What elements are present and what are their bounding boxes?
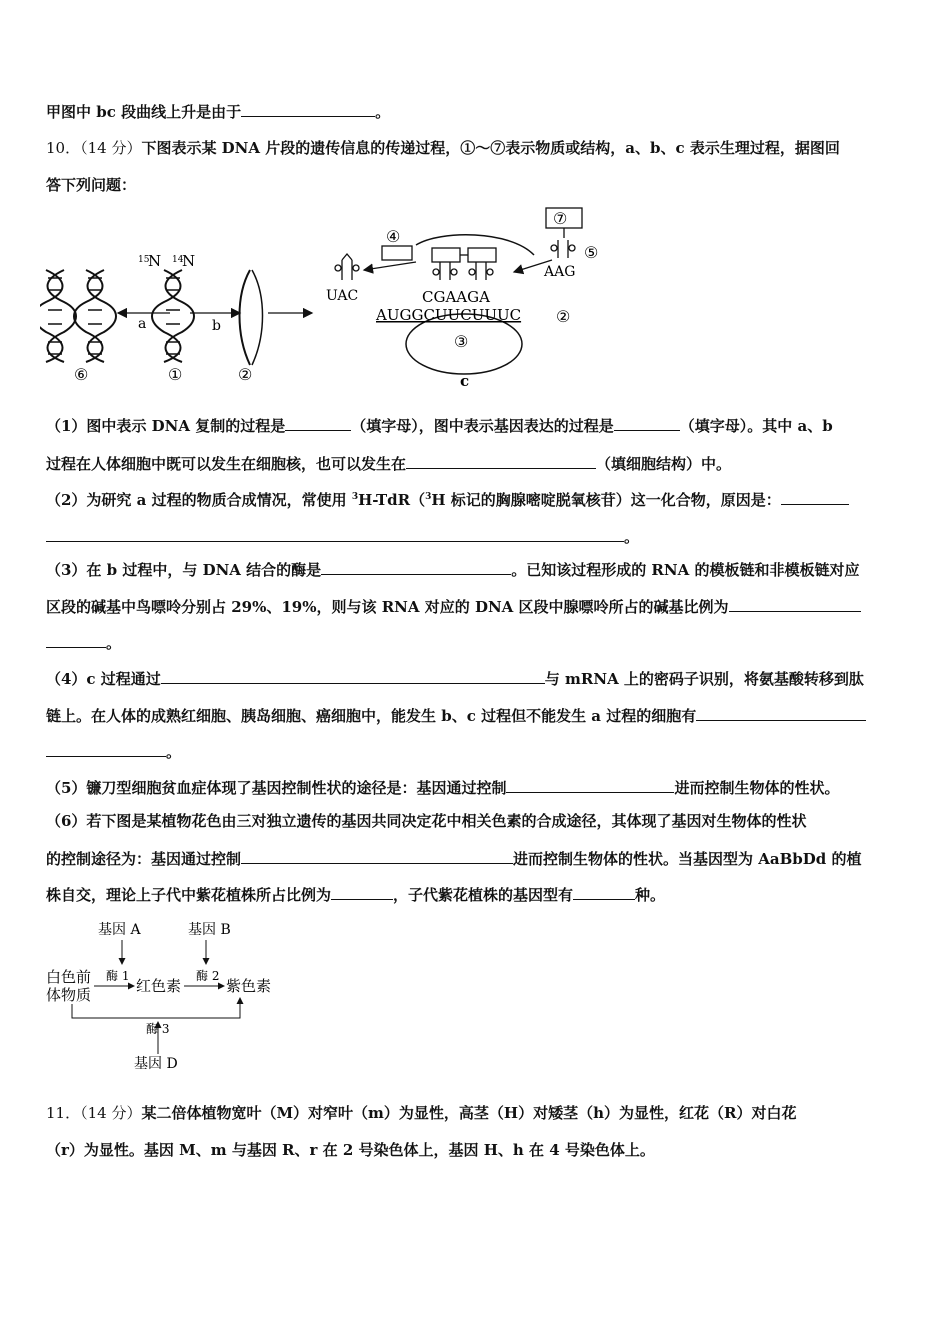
enzyme-1-label: 酶 1 bbox=[106, 969, 130, 983]
anticodon-uac: UAC bbox=[326, 288, 359, 304]
label-circle-7: ⑦ bbox=[553, 209, 568, 228]
answer-blank[interactable] bbox=[506, 778, 674, 793]
ribosome-large-subunit bbox=[416, 235, 534, 255]
q10-part3-end: 。 bbox=[46, 633, 906, 653]
dna-helix-6b bbox=[74, 270, 116, 362]
anticodon-sequence: CGAAGA bbox=[422, 288, 490, 306]
white-precursor-line2: 体物质 bbox=[46, 986, 92, 1004]
arrow-trna-out bbox=[364, 262, 416, 270]
answer-blank[interactable] bbox=[321, 560, 511, 575]
trna-incoming bbox=[551, 228, 575, 258]
answer-blank[interactable] bbox=[573, 885, 635, 900]
q10-part4: （4）c 过程通过 与 mRNA 上的密码子识别，将氨基酸转移到肽 bbox=[46, 670, 864, 688]
anticodon-aag: AAG bbox=[544, 264, 576, 280]
answer-blank[interactable] bbox=[781, 490, 849, 505]
white-precursor-line1: 白色前 bbox=[46, 968, 92, 986]
enzyme-2-label: 酶 2 bbox=[196, 969, 220, 983]
gene-a-label: 基因 A bbox=[98, 922, 141, 938]
q11-stem: 11．（14 分）某二倍体植物宽叶（M）对窄叶（m）为显性，高茎（H）对矮茎（h）为显性，红花（R）对白花 bbox=[46, 1104, 797, 1122]
label-b: b bbox=[212, 318, 221, 334]
arrow-enzyme-3-bypass bbox=[72, 998, 240, 1018]
q10-part5: （5）镰刀型细胞贫血症体现了基因控制性状的途径是：基因通过控制 进而控制生物体的性状。 bbox=[46, 779, 840, 797]
trna-leaving bbox=[335, 254, 359, 280]
isotope-15: 15 bbox=[138, 255, 150, 265]
answer-blank[interactable] bbox=[241, 849, 513, 864]
q10-part3-cont: 区段的碱基中鸟嘌呤分别占 29%、19%，则与该 RNA 对应的 DNA 区段中腺嘌呤所占的碱基比例为 bbox=[46, 597, 906, 617]
q10-part4-end: 。 bbox=[46, 742, 906, 762]
label-circle-5: ⑤ bbox=[584, 243, 599, 262]
q10-part2: （2）为研究 a 过程的物质合成情况，常使用 $^3$H-TdR（$^3$H 标记的胸腺嘧啶脱氧核苷）这一化合物，原因是： bbox=[46, 490, 906, 510]
answer-blank[interactable] bbox=[696, 706, 866, 721]
answer-blank[interactable] bbox=[285, 416, 351, 431]
q10-part4-cont: 链上。在人体的成熟红细胞、胰岛细胞、癌细胞中，能发生 b、c 过程但不能发生 a 过程的细胞有 bbox=[46, 706, 906, 726]
gene-d-label: 基因 D bbox=[134, 1056, 178, 1072]
nitrogen-label-15: N bbox=[148, 252, 162, 270]
answer-blank[interactable] bbox=[406, 454, 596, 469]
peptide-chain bbox=[382, 246, 412, 260]
answer-blank[interactable] bbox=[614, 416, 680, 431]
dna-transfer-figure bbox=[40, 200, 620, 395]
gene-b-label: 基因 B bbox=[188, 922, 231, 938]
isotope-14: 14 bbox=[172, 255, 184, 265]
q10-part2-cont: 。 bbox=[46, 527, 906, 547]
answer-blank[interactable] bbox=[46, 742, 166, 757]
q10-part1: （1）图中表示 DNA 复制的过程是 （填字母），图中表示基因表达的过程是 （填字母）。其中 a、b bbox=[46, 417, 833, 435]
label-circle-3: ③ bbox=[454, 332, 469, 351]
q10-part6-cont: 的控制途径为：基因通过控制 进而控制生物体的性状。当基因型为 AaBbDd 的植 bbox=[46, 850, 862, 868]
q10-part6: （6）若下图是某植物花色由三对独立遗传的基因共同决定花中相关色素的合成途径，其体现了基因对生物体的性状 bbox=[46, 812, 807, 830]
rna-strand-2 bbox=[240, 270, 251, 365]
label-circle-2-mrna: ② bbox=[556, 307, 571, 326]
q10-part3: （3）在 b 过程中，与 DNA 结合的酶是 。已知该过程形成的 RNA 的模板链和非模板链对应 bbox=[46, 561, 860, 579]
label-circle-6: ⑥ bbox=[74, 365, 89, 384]
q10-stem-cont: 答下列问题： bbox=[46, 176, 137, 194]
answer-blank[interactable] bbox=[46, 633, 106, 648]
purple-pigment-label: 紫色素 bbox=[226, 977, 272, 995]
q10-part6-end: 株自交，理论上子代中紫花植株所占比例为 ，子代紫花植株的基因型有 种。 bbox=[46, 886, 666, 904]
label-circle-2: ② bbox=[238, 365, 253, 384]
label-circle-4: ④ bbox=[386, 227, 401, 246]
dna-helix-6a bbox=[40, 270, 76, 362]
answer-blank[interactable] bbox=[729, 597, 861, 612]
label-c: c bbox=[460, 372, 470, 390]
q10-part1-cont: 过程在人体细胞中既可以发生在细胞核，也可以发生在 （填细胞结构）中。 bbox=[46, 455, 732, 473]
answer-blank[interactable] bbox=[331, 885, 393, 900]
label-circle-1: ① bbox=[168, 365, 183, 384]
q11-stem-cont: （r）为显性。基因 M、m 与基因 R、r 在 2 号染色体上，基因 H、h 在 4 号染色体上。 bbox=[46, 1141, 655, 1159]
pigment-pathway-figure bbox=[44, 914, 294, 1074]
mrna-sequence: AUGGCUUCUUUC bbox=[376, 306, 522, 324]
answer-blank[interactable] bbox=[241, 102, 375, 117]
answer-blank[interactable] bbox=[161, 669, 545, 684]
red-pigment-label: 红色素 bbox=[136, 977, 182, 995]
label-a: a bbox=[138, 316, 147, 332]
answer-blank[interactable] bbox=[46, 527, 624, 542]
dna-helix-1 bbox=[152, 270, 194, 362]
rna-strand-2-pair bbox=[252, 270, 263, 365]
enzyme-3-label: 酶 3 bbox=[146, 1022, 170, 1036]
nitrogen-label-14: N bbox=[182, 252, 196, 270]
trna-pair bbox=[432, 248, 496, 280]
line-bc-curve: 甲图中 bc 段曲线上升是由于 。 bbox=[46, 103, 391, 121]
q10-stem: 10．（14 分）下图表示某 DNA 片段的遗传信息的传递过程，①～⑦表示物质或结构，a、b、c 表示生理过程，据图回 bbox=[46, 139, 840, 157]
